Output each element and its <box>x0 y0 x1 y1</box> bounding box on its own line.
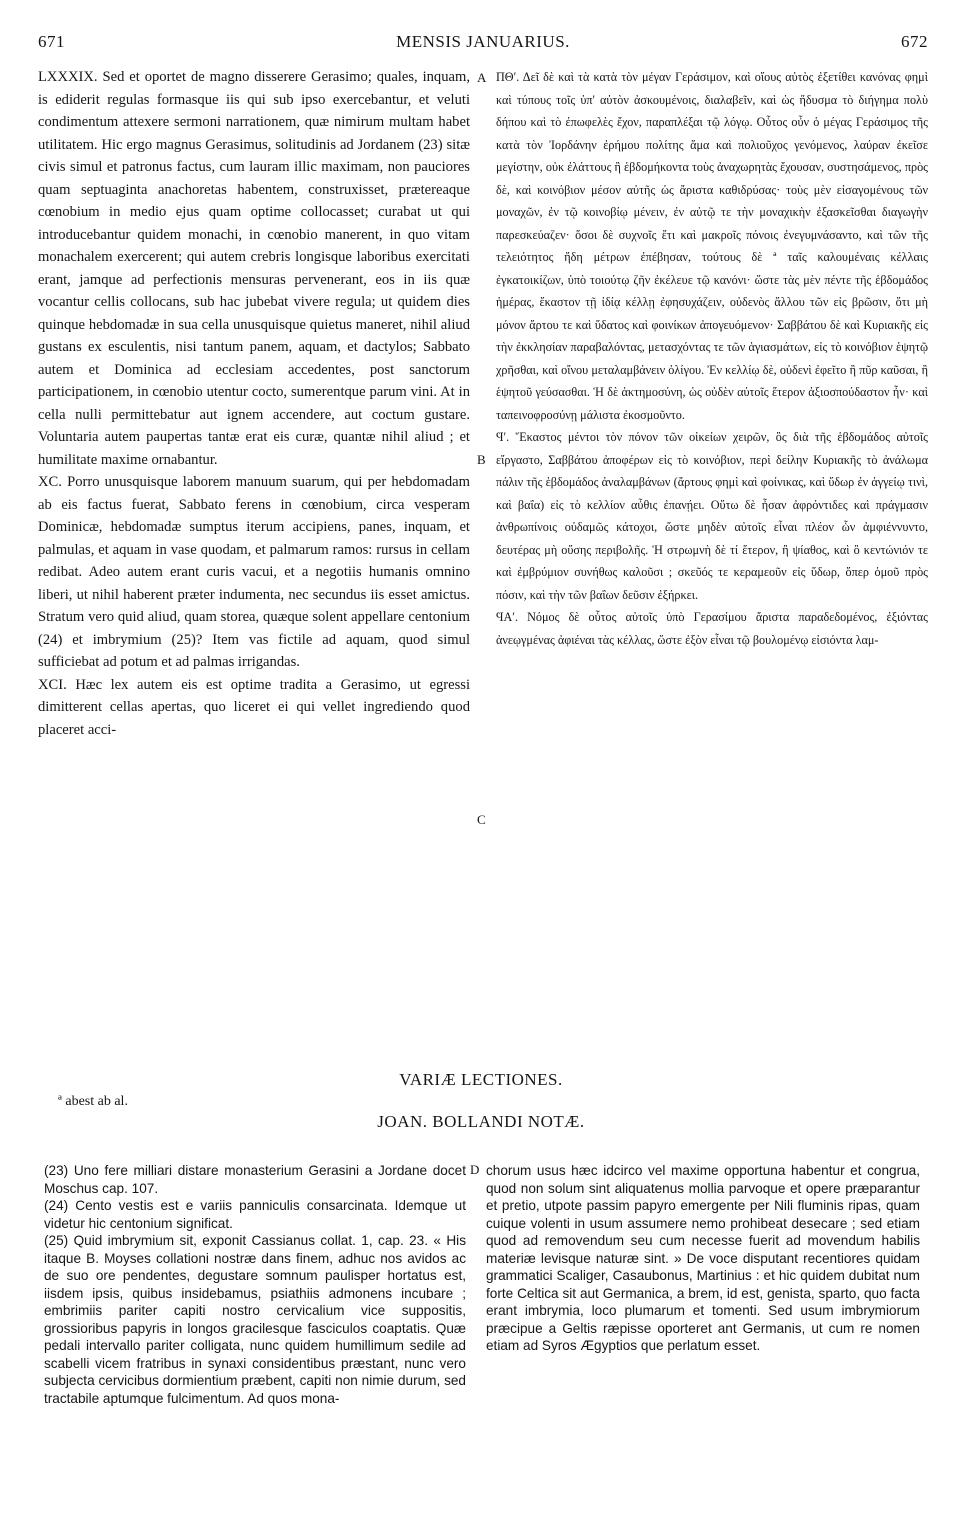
latin-paragraph-90: XC. Porro unusquisque laborem manuum suarum, qui per hebdomadam ab eis factus fuerat, Sabbato ferens in cœnobium, circa vesperam Dominicæ, hebdomadæ sumptus iterum accipiens, panes, inquam, et palmulas, et aquam in vase quodam, et palmarum ramos: rursus in cellam redibat. Adeo autem erant curis vacui, et a negotiis humanis omnino liberi, ut nihil haberent præter indumenta, nec secundus iis esset amictus. Stratum vero quid aliud, quam storea, quæque solent appellare centonium (24) et imbrymium (25)? Item vas fictile ad aquam, quod simul sufficiebat ad potum et ad palmas irrigandas. <box>38 474 470 670</box>
variant-footnote: ª abest ab al. <box>58 1094 128 1109</box>
greek-paragraph-91: ϤΑʹ. Νόμος δὲ οὗτος αὐτοῖς ὑπὸ Γερασίμου ἄριστα παραδεδομένος, ἐξιόντας ἀνεῳγμένας ἀφιέναι τὰς κέλλας, ὥστε ἐξὸν εἶναι τῷ βουλομένῳ εἰσιόντα λαμ- <box>496 610 928 647</box>
margin-marker-a: A <box>477 70 487 85</box>
margin-marker-b: B <box>477 452 486 467</box>
margin-marker-d: D <box>470 1162 480 1177</box>
running-title: MENSIS JANUARIUS. <box>396 32 570 51</box>
variae-lectiones-heading: VARIÆ LECTIONES. <box>399 1070 563 1089</box>
notes-right-column <box>486 1162 920 1355</box>
note-23: (23) Uno fere milliari distare monasterium Gerasini a Jordane docet Moschus cap. 107. <box>44 1163 466 1196</box>
note-24: (24) Cento vestis est e variis panniculis consarcinata. Idemque ut videtur hic centonium significat. <box>44 1198 466 1231</box>
note-25-continued: chorum usus hæc idcirco vel maxime opportuna habentur et congrua, quod non solum sint aliquatenus mollia parvoque et opere præparantur et pretio, utpote passim papyro emergente per Nili fluminis ripas, quam cuique volenti in usum assumere nemo prohibeat desecare ; sed etiam quod ad removendum seu cum necesse fuerit ad movendum habilis materiæ levisque naturæ sint. » De voce disputant recentiores quidam grammatici Scaliger, Casaubonus, Martinius : et hic quidem dubitat num forte Celtica sit aut Germanica, a brem, id est, genista, sparto, quo facta erant imbrymia, loco plumarum et tomenti. Sed usum imbrymiorum præcipue a Geltis ræpisse oporteret ant Germanis, ut cum re nomen etiam ad Syros Ægyptios que perlatum esset. <box>486 1163 920 1353</box>
bollandi-notes-heading: JOAN. BOLLANDI NOTÆ. <box>377 1112 585 1131</box>
notes-left-column <box>44 1162 466 1407</box>
page-header <box>38 32 928 62</box>
margin-marker-c: C <box>477 812 486 827</box>
greek-column <box>496 66 928 651</box>
greek-paragraph-90: Ϥʹ. Ἕκαστος μέντοι τὸν πόνον τῶν οἰκείων χειρῶν, ὃς διὰ τῆς ἑβδομάδος αὐτοῖς εἴργαστο, Σαββάτου ἀποφέρων εἰς τὸ κοινόβιον, περὶ δείλην Κυριακῆς τὸ ἀνάλωμα πάλιν τῆς ἑβδομάδος ἀναλαμβάνων (ἄρτους φημὶ καὶ φοίνικας, καὶ ὕδωρ ἐν ἀγγείῳ τινὶ, καὶ βαΐα) εἰς τὸ κελλίον αὖθις ἐπανῄει. Οὕτω δὲ ἦσαν ἀφρόντιδες καὶ πράγμασιν ἀνθρωπίνοις οὐδαμῶς κάτοχοι, ὥστε μηδὲν αὐτοῖς εἶναι πλέον ὧν ἀμφιέννυντο, δευτέρας μὴ οὔσης περιβολῆς. Ἡ στρωμνὴ δὲ τί ἕτερον, ἢ ψίαθος, καὶ ὃ κεντώνιόν τε καὶ ἐμβρύμιον συνήθως καλοῦσι ; σκεῦός τε κεραμεοῦν εἰς ὕδωρ, ὅπερ ὁμοῦ πρὸς πόσιν, καὶ τὴν τῶν βαΐων δεῦσιν ἐξήρκει. <box>496 430 928 602</box>
note-25: (25) Quid imbrymium sit, exponit Cassianus collat. 1, cap. 23. « His itaque B. Moyses collationi nostræ dans finem, adhuc nos avidos ac de suo ore pendentes, degustare somnum paulisper hortatus est, iisdem ipsis, quibus insidebamus, psiathiis admonens incubare ; embrimiis pariter capiti nostro cervicalium vice suppositis, grossioribus papyris in longos gracilesque fasciculos coaptatis. Quæ pedali intervallo pariter colligata, nunc quidem humillimum sedile ad scabelli vicem fratribus in synaxi considentibus præstant, nunc vero subjecta cervicibus dormientium præbent, capiti non nimie durum, sed tractabile aptumque fulcimentum. Ad quos mona- <box>44 1233 466 1406</box>
left-page-number: 671 <box>38 32 65 51</box>
latin-paragraph-89: LXXXIX. Sed et oportet de magno disserere Gerasimo; quales, inquam, is ediderit regulas formasque iis qui sub ipso exercebantur, et veluti condimentum attexere sermoni narrationem, quæ nimirum multam habet utilitatem. Hic ergo magnus Gerasimus, solitudinis ad Jordanem (23) sitæ civis simul et patronus factus, cum lauram illic maximam, non pauciores quam septuaginta anachoretas habentem, construxisset, prætereaque cœnobium in medio ejus quam optime collocasset; curabat ut qui introducebantur quidem monachi, in cœnobio manerent, in quo vitam monachalem exercerent; qui autem crebris longisque laboribus exercitati erant, jamque ad perfectionis mensuras pervenerant, eos in iis quæ vocantur cellis collocans, sub hac jubebat vivere regula; ut quidem dies quinque hebdomadæ in sua cella unusquisque quietus maneret, nihil aliud gustans ex esculentis, nisi tantum panem, aquam, et dactylos; Sabbato autem et Dominica ad ecclesiam accedentes, post sanctorum participationem, in cœnobio utentur cocto, sumerentque parum vini. At in cella nulli permittebatur aut ignem accendere, aut coctum gustare. Voluntaria autem paupertas tantæ erat eis curæ, quantæ nihil aliud ; et humilitate maxime ornabantur. <box>38 69 470 468</box>
latin-column <box>38 66 470 741</box>
latin-paragraph-91: XCI. Hæc lex autem eis est optime tradita a Gerasimo, ut egressi dimitterent cellas apertas, quo liceret ei qui vellet ingrediendo quod placeret acci- <box>38 676 470 738</box>
greek-paragraph-89: ΠΘʹ. Δεῖ δὲ καὶ τὰ κατὰ τὸν μέγαν Γεράσιμον, καὶ οἵους αὐτὸς ἐξετίθει κανόνας φημὶ καὶ τύπους τοῖς ὑπ' αὐτὸν ἀσκουμένοις, διαλαβεῖν, καὶ ὡς ἥδυσμα τὸ διήγημα πολὺ δήπου καὶ τὸ ἐπωφελὲς ἔχον, παραπλέξαι τῷ λόγῳ. Οὗτος οὖν ὁ μέγας Γεράσιμος τῆς κατὰ τὸν Ἰορδάνην ἐρήμου πολίτης ἅμα καὶ πολιοῦχος γενόμενος, λαύραν ἐκεῖσε μεγίστην, οὐκ ἐλάττους ἢ ἑβδομήκοντα τοὺς ἀναχωρητὰς ἔχουσαν, συστησάμενος, πρὸς δὲ, καὶ κοινόβιον μέσον αὐτῆς ὡς ἄριστα καθιδρύσας· τοὺς μὲν εἰσαγομένους τῶν μοναχῶν, ἐν τῷ κοινοβίῳ μένειν, ἐν αὐτῷ τε τὴν μοναχικὴν ἐξασκεῖσθαι διαγωγὴν παρεσκεύαζεν· ὅσοι δὲ συχνοῖς ἔτι καὶ μακροῖς πόνοις ἐνεγυμνάσαντο, καὶ τῶν τῆς τελειότητος ἤδη μέτρων ἐπέβησαν, τούτους δὲ ª ταῖς καλουμέναις κέλλαις ἐγκατοικίζων, ὑπὸ τοιούτῳ ζῆν ἐκέλευε τῷ κανόνι· ὥστε τὰς μὲν πέντε τῆς ἑβδομάδος ἡμέρας, ἕκαστον τῇ ἰδίᾳ κέλλῃ ἐφησυχάζειν, οὐδενὸς ἄλλου τῶν εἰς βρῶσιν, ὅτι μὴ μόνον ἄρτου τε καὶ ὕδατος καὶ φοινίκων ἀπογευόμενον· Σαββάτου δὲ καὶ Κυριακῆς εἰς τὴν ἐκκλησίαν παραβαλόντας, μετασχόντας τε τῶν ἁγιασμάτων, εἰς τὸ κοινόβιον ἑψητῷ χρῆσθαι, καὶ οἴνου μεταλαμβάνειν ὀλίγου. Ἐν κελλίῳ δὲ, οὐδενὶ ἐφεῖτο ἢ πῦρ καῦσαι, ἢ ἑψητοῦ γεύσασθαι. Ἡ δὲ ἀκτημοσύνη, ὡς οὐδὲν αὐτοῖς ἕτερον ἀξιοσπούδαστον ἦν· καὶ ταπεινοφροσύνῃ μάλιστα ἐκοσμοῦντο. <box>496 70 928 422</box>
right-page-number: 672 <box>901 32 928 51</box>
